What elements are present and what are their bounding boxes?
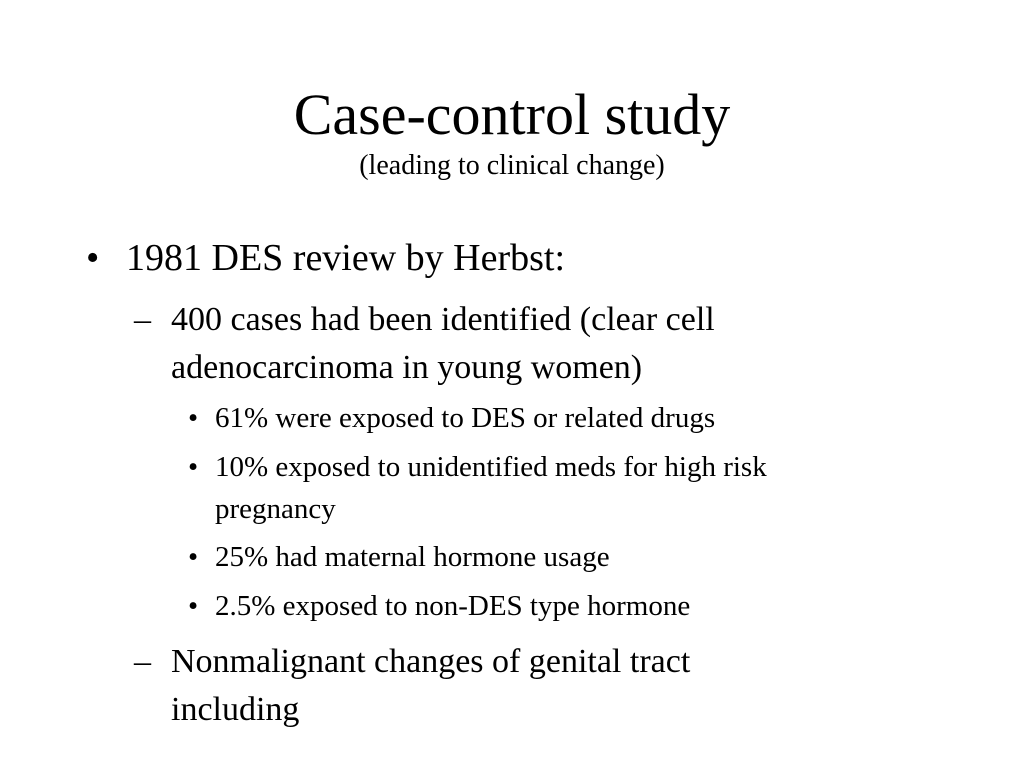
sub-item-400-cases-line2: adenocarcinoma in young women) <box>171 349 643 386</box>
slide-subtitle: (leading to clinical change) <box>359 150 665 181</box>
bullet-item-1981-des-review: 1981 DES review by Herbst: <box>126 237 566 279</box>
dash-marker-level2: – <box>134 643 151 680</box>
slide-title: Case-control study <box>293 82 731 147</box>
point-10-percent-line1: 10% exposed to unidentified meds for high risk <box>215 451 767 483</box>
bullet-marker-level3: • <box>188 451 199 483</box>
bullet-marker-level1: • <box>86 237 100 279</box>
point-61-percent: 61% were exposed to DES or related drugs <box>215 402 716 434</box>
point-25-percent: 25% had maternal hormone usage <box>215 541 610 573</box>
point-2-5-percent: 2.5% exposed to non-DES type hormone <box>215 590 691 622</box>
sub-item-nonmalignant-line1: Nonmalignant changes of genital tract <box>171 643 691 680</box>
dash-marker-level2: – <box>134 301 151 338</box>
bullet-marker-level3: • <box>188 590 199 622</box>
bullet-marker-level3: • <box>188 402 199 434</box>
sub-item-nonmalignant-line2: including <box>171 691 300 728</box>
bullet-marker-level3: • <box>188 541 199 573</box>
sub-item-400-cases-line1: 400 cases had been identified (clear cell <box>171 301 715 338</box>
point-10-percent-line2: pregnancy <box>215 493 336 525</box>
